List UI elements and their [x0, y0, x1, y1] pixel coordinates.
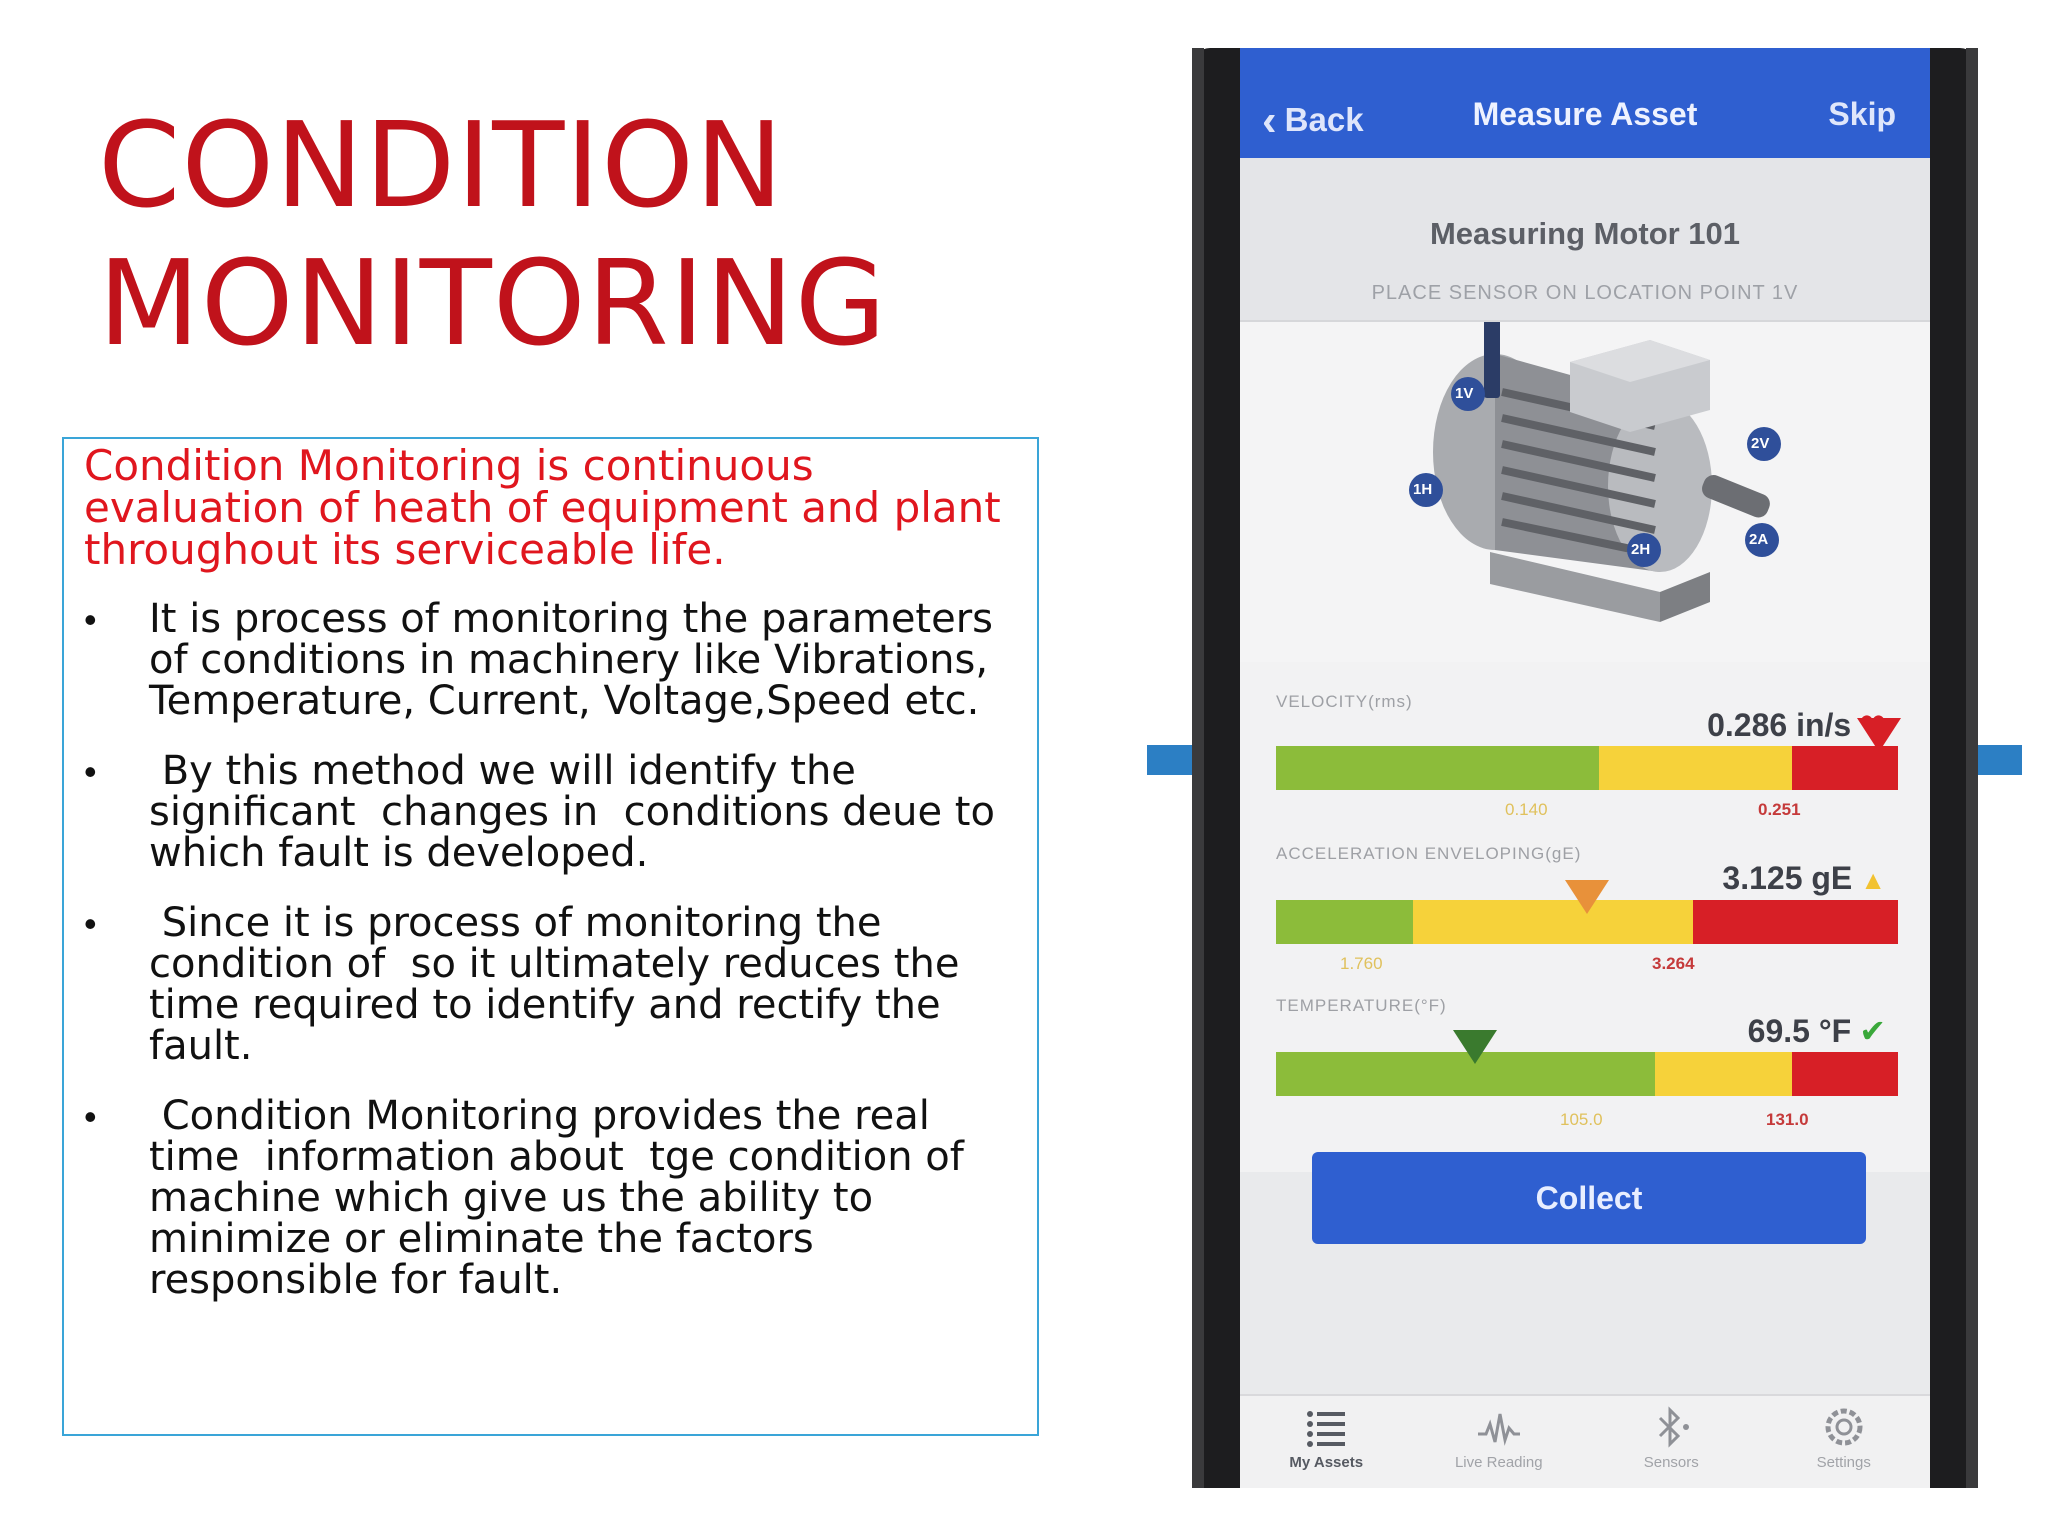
bullet-text: Since it is process of monitoring the condition of so it ultimately reduces the time required to identify and rectify the fault.: [149, 900, 973, 1069]
warn-threshold: 0.140: [1505, 800, 1548, 819]
nav-title: Measure Asset: [1472, 96, 1698, 132]
check-circle-icon: ✔: [1859, 1013, 1886, 1049]
chevron-left-icon: ‹: [1262, 96, 1277, 145]
gauge-panel: [1240, 662, 1930, 1172]
title-line-1: CONDITION: [98, 96, 785, 234]
gauge-marker: [1565, 880, 1609, 914]
tab-label: Sensors: [1643, 1454, 1699, 1471]
sensor-point-label: 1H: [1413, 481, 1433, 498]
gauge-marker: [1453, 1030, 1497, 1064]
gauge-value-text: 69.5 °F: [1747, 1013, 1852, 1049]
gauge-label: TEMPERATURE(°F): [1276, 996, 1447, 1015]
bar-green-segment: [1276, 900, 1413, 944]
gear-icon: [1819, 1402, 1869, 1452]
bar-green-segment: [1276, 746, 1599, 790]
slide-title: [98, 96, 998, 372]
bullet-text: Condition Monitoring provides the real time information about tge condition of machine which give us the ability to minimize or eliminate the factors responsible for fault.: [149, 1093, 977, 1303]
asset-header: [1240, 158, 1930, 322]
intro-text: Condition Monitoring is continuous evaluation of heath of equipment and plant throughout its serviceable life.: [84, 441, 1001, 574]
list-item: [64, 748, 1024, 876]
bottom-tab-bar: [1240, 1394, 1930, 1488]
tab-my-assets[interactable]: [1240, 1396, 1413, 1488]
gauge-label: ACCELERATION ENVELOPING(gE): [1276, 844, 1582, 863]
bar-red-segment: [1792, 1052, 1898, 1096]
alarm-heart-icon: ❤: [1859, 707, 1886, 743]
gauge-bar: [1276, 1052, 1898, 1096]
bullet-text: It is process of monitoring the parameters of conditions in machinery like Vibrations, Temperature, Current, Voltage,Speed etc.: [149, 596, 994, 724]
bar-yellow-segment: [1655, 1052, 1792, 1096]
alarm-threshold: 3.264: [1652, 954, 1695, 973]
gauge-bar: [1276, 746, 1898, 790]
asset-name: Measuring Motor 101: [1429, 216, 1741, 251]
phone-mockup: [1192, 48, 1978, 1488]
warn-threshold: 1.760: [1340, 954, 1383, 973]
nav-bar: [1240, 48, 1930, 158]
tab-label: Settings: [1816, 1454, 1871, 1471]
phone-side-accent-right: [1978, 745, 2022, 775]
bar-red-segment: [1693, 900, 1898, 944]
bluetooth-icon: [1646, 1402, 1696, 1452]
waveform-icon: [1474, 1402, 1524, 1452]
warning-triangle-icon: ▲: [1860, 865, 1886, 895]
collect-button[interactable]: Collect: [1312, 1152, 1866, 1244]
gauge-label: VELOCITY(rms): [1276, 692, 1413, 711]
gauge-marker: [1857, 718, 1901, 752]
tab-live-reading[interactable]: [1413, 1396, 1586, 1488]
bullet-glyph: •: [84, 903, 97, 944]
content-textbox: [62, 437, 1039, 1436]
bullet-glyph: •: [84, 1096, 97, 1137]
motor-image: [1240, 322, 1930, 662]
bullet-text: By this method we will identify the significant changes in conditions deue to which fault is developed.: [149, 748, 1008, 876]
list-item: [64, 900, 1024, 1069]
gauge-value: [1748, 1012, 1886, 1050]
list-icon: [1301, 1402, 1351, 1452]
sensor-instruction: PLACE SENSOR ON LOCATION POINT 1V: [1371, 282, 1799, 304]
bar-yellow-segment: [1599, 746, 1792, 790]
skip-button[interactable]: Skip: [1828, 96, 1896, 132]
sensor-point-label: 1V: [1455, 385, 1474, 402]
bullet-glyph: •: [84, 751, 97, 792]
list-item: [64, 596, 1024, 724]
warn-threshold: 105.0: [1560, 1110, 1603, 1129]
gauge-value-text: 0.286 in/s: [1707, 707, 1852, 743]
tab-label: My Assets: [1289, 1454, 1364, 1471]
bar-yellow-segment: [1413, 900, 1693, 944]
tab-sensors[interactable]: [1585, 1396, 1758, 1488]
back-label: Back: [1284, 101, 1364, 138]
phone-frame-edge: [1966, 48, 1978, 1488]
alarm-threshold: 0.251: [1758, 800, 1801, 819]
sensor-point-label: 2V: [1751, 435, 1770, 452]
bar-red-segment: [1792, 746, 1898, 790]
motor-illustration: [1240, 322, 1930, 662]
phone-frame-edge: [1192, 48, 1204, 1488]
bullet-glyph: •: [84, 599, 97, 640]
sensor-point-label: 2A: [1749, 531, 1769, 548]
sensor-point-label: 2H: [1631, 541, 1651, 558]
phone-screen: [1240, 48, 1930, 1488]
tab-label: Live Reading: [1454, 1454, 1543, 1471]
gauge-value-text: 3.125 gE: [1722, 860, 1853, 896]
bullet-list: [64, 596, 1024, 1330]
title-line-2: MONITORING: [98, 234, 888, 372]
gauge-value: [1722, 860, 1886, 897]
tab-settings[interactable]: [1758, 1396, 1931, 1488]
alarm-threshold: 131.0: [1766, 1110, 1809, 1129]
list-item: [64, 1093, 1024, 1303]
